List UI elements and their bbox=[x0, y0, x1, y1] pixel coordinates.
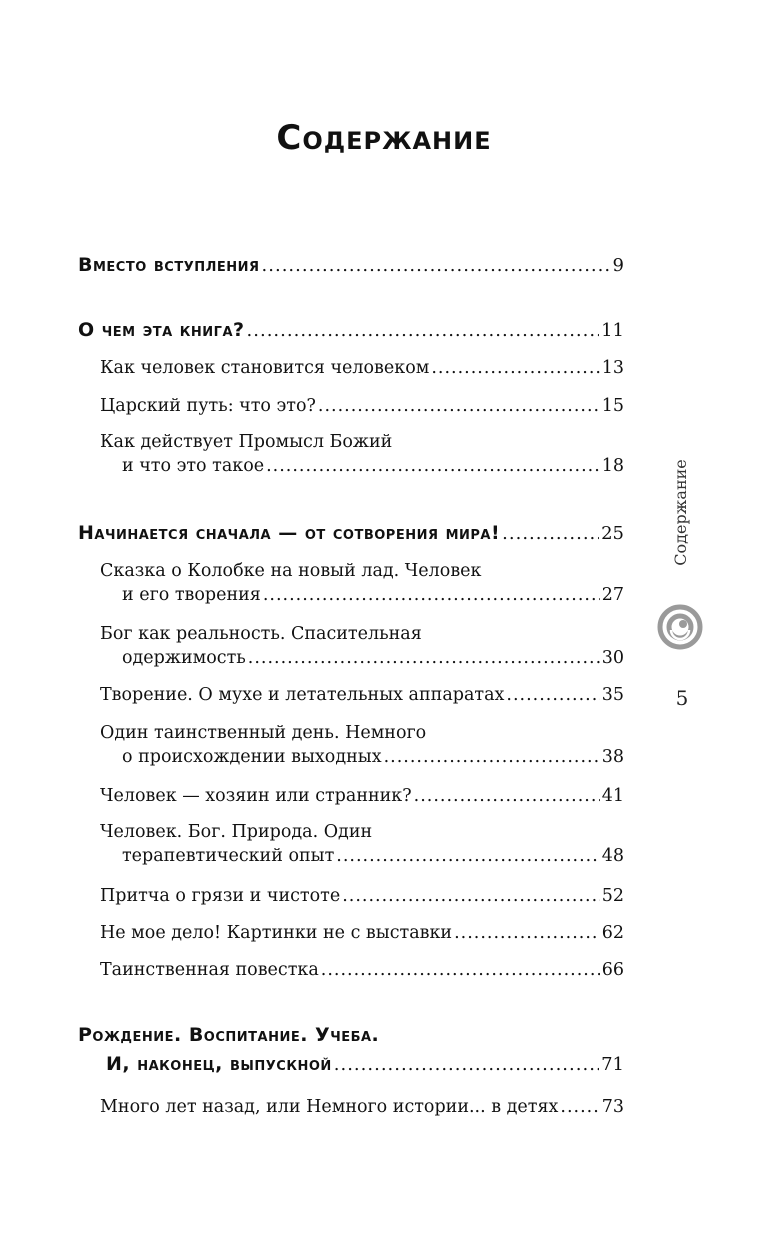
entry-title: Человек — хозяин или странник? bbox=[100, 786, 412, 806]
toc-section-entry[interactable] bbox=[78, 319, 624, 341]
entry-title: Один таинственный день. Немного bbox=[100, 723, 427, 743]
toc-subsection-entry[interactable] bbox=[100, 723, 624, 767]
toc-subsection-entry[interactable] bbox=[100, 624, 624, 668]
entry-title: Вместо вступления bbox=[78, 254, 260, 276]
entry-title: Бог как реальность. Спасительная bbox=[100, 624, 422, 644]
entry-page: 38 bbox=[601, 747, 624, 767]
leader-dots bbox=[506, 685, 599, 705]
leader-dots bbox=[318, 396, 600, 416]
page-number: 5 bbox=[675, 686, 689, 710]
toc-subsection-entry[interactable] bbox=[100, 923, 624, 943]
leader-dots bbox=[262, 255, 611, 276]
leader-dots bbox=[266, 456, 600, 476]
entry-page: 62 bbox=[601, 923, 624, 943]
entry-page: 30 bbox=[601, 648, 624, 668]
entry-page: 13 bbox=[601, 358, 624, 378]
entry-title: Не мое дело! Картинки не с выставки bbox=[100, 923, 453, 943]
entry-page: 25 bbox=[601, 523, 624, 544]
toc-subsection-entry[interactable] bbox=[100, 358, 624, 378]
leader-dots bbox=[321, 960, 600, 980]
entry-title: Притча о грязи и чистоте bbox=[100, 886, 341, 906]
leader-dots bbox=[336, 846, 599, 866]
leader-dots bbox=[334, 1054, 599, 1075]
entry-page: 27 bbox=[601, 585, 624, 605]
leader-dots bbox=[248, 648, 600, 668]
toc-section-entry[interactable] bbox=[78, 254, 624, 276]
toc-section-entry[interactable] bbox=[78, 522, 624, 544]
entry-title: Рождение. Воспитание. Учеба. bbox=[78, 1024, 380, 1046]
leader-dots bbox=[384, 747, 600, 767]
leader-dots bbox=[502, 523, 599, 544]
entry-title: О чем эта книга? bbox=[78, 319, 245, 341]
leader-dots bbox=[560, 1097, 599, 1117]
toc-subsection-entry[interactable] bbox=[100, 886, 624, 906]
toc-subsection-entry[interactable] bbox=[100, 561, 624, 605]
leader-dots bbox=[454, 923, 600, 943]
toc-subsection-entry[interactable] bbox=[100, 685, 624, 705]
entry-page: 15 bbox=[601, 396, 624, 416]
toc-section-entry[interactable] bbox=[78, 1024, 624, 1075]
entry-title-continued: и его творения bbox=[122, 585, 261, 605]
entry-title-continued: и что это такое bbox=[122, 456, 265, 476]
swirl-emblem-icon bbox=[657, 604, 703, 650]
entry-page: 35 bbox=[601, 685, 624, 705]
toc-subsection-entry[interactable] bbox=[100, 822, 624, 866]
entry-title-continued: одержимость bbox=[122, 648, 246, 668]
toc-subsection-entry[interactable] bbox=[100, 960, 624, 980]
leader-dots bbox=[247, 320, 600, 341]
entry-page: 41 bbox=[601, 786, 624, 806]
leader-dots bbox=[431, 358, 599, 378]
entry-page: 66 bbox=[601, 960, 624, 980]
entry-title: Как действует Промысл Божий bbox=[100, 432, 393, 452]
entry-title: Как человек становится человеком bbox=[100, 358, 430, 378]
entry-title-continued: о происхождении выходных bbox=[122, 747, 382, 767]
entry-page: 18 bbox=[601, 456, 624, 476]
entry-page: 9 bbox=[612, 255, 624, 276]
entry-page: 52 bbox=[601, 886, 624, 906]
entry-title: Начинается сначала — от сотворения мира! bbox=[78, 522, 501, 544]
entry-title: Сказка о Колобке на новый лад. Человек bbox=[100, 561, 482, 581]
leader-dots bbox=[342, 886, 600, 906]
entry-title: Таинственная повестка bbox=[100, 960, 319, 980]
entry-title: Царский путь: что это? bbox=[100, 396, 316, 416]
entry-page: 73 bbox=[601, 1097, 624, 1117]
running-head-text: Содержание bbox=[670, 458, 690, 566]
entry-page: 48 bbox=[601, 846, 624, 866]
entry-title: Человек. Бог. Природа. Один bbox=[100, 822, 373, 842]
entry-title: Творение. О мухе и летательных аппаратах bbox=[100, 685, 505, 705]
entry-title-continued: И, наконец, выпускной bbox=[106, 1053, 332, 1075]
toc-subsection-entry[interactable] bbox=[100, 432, 624, 476]
page-title: Содержание bbox=[276, 118, 492, 158]
entry-title-continued: терапевтический опыт bbox=[122, 846, 335, 866]
toc-subsection-entry[interactable] bbox=[100, 786, 624, 806]
entry-title: Много лет назад, или Немного истории... в детях bbox=[100, 1097, 559, 1117]
entry-page: 71 bbox=[601, 1054, 624, 1075]
entry-page: 11 bbox=[601, 320, 624, 341]
toc-subsection-entry[interactable] bbox=[100, 1097, 624, 1117]
leader-dots bbox=[414, 786, 600, 806]
toc-subsection-entry[interactable] bbox=[100, 396, 624, 416]
running-head bbox=[648, 460, 712, 564]
leader-dots bbox=[263, 585, 600, 605]
